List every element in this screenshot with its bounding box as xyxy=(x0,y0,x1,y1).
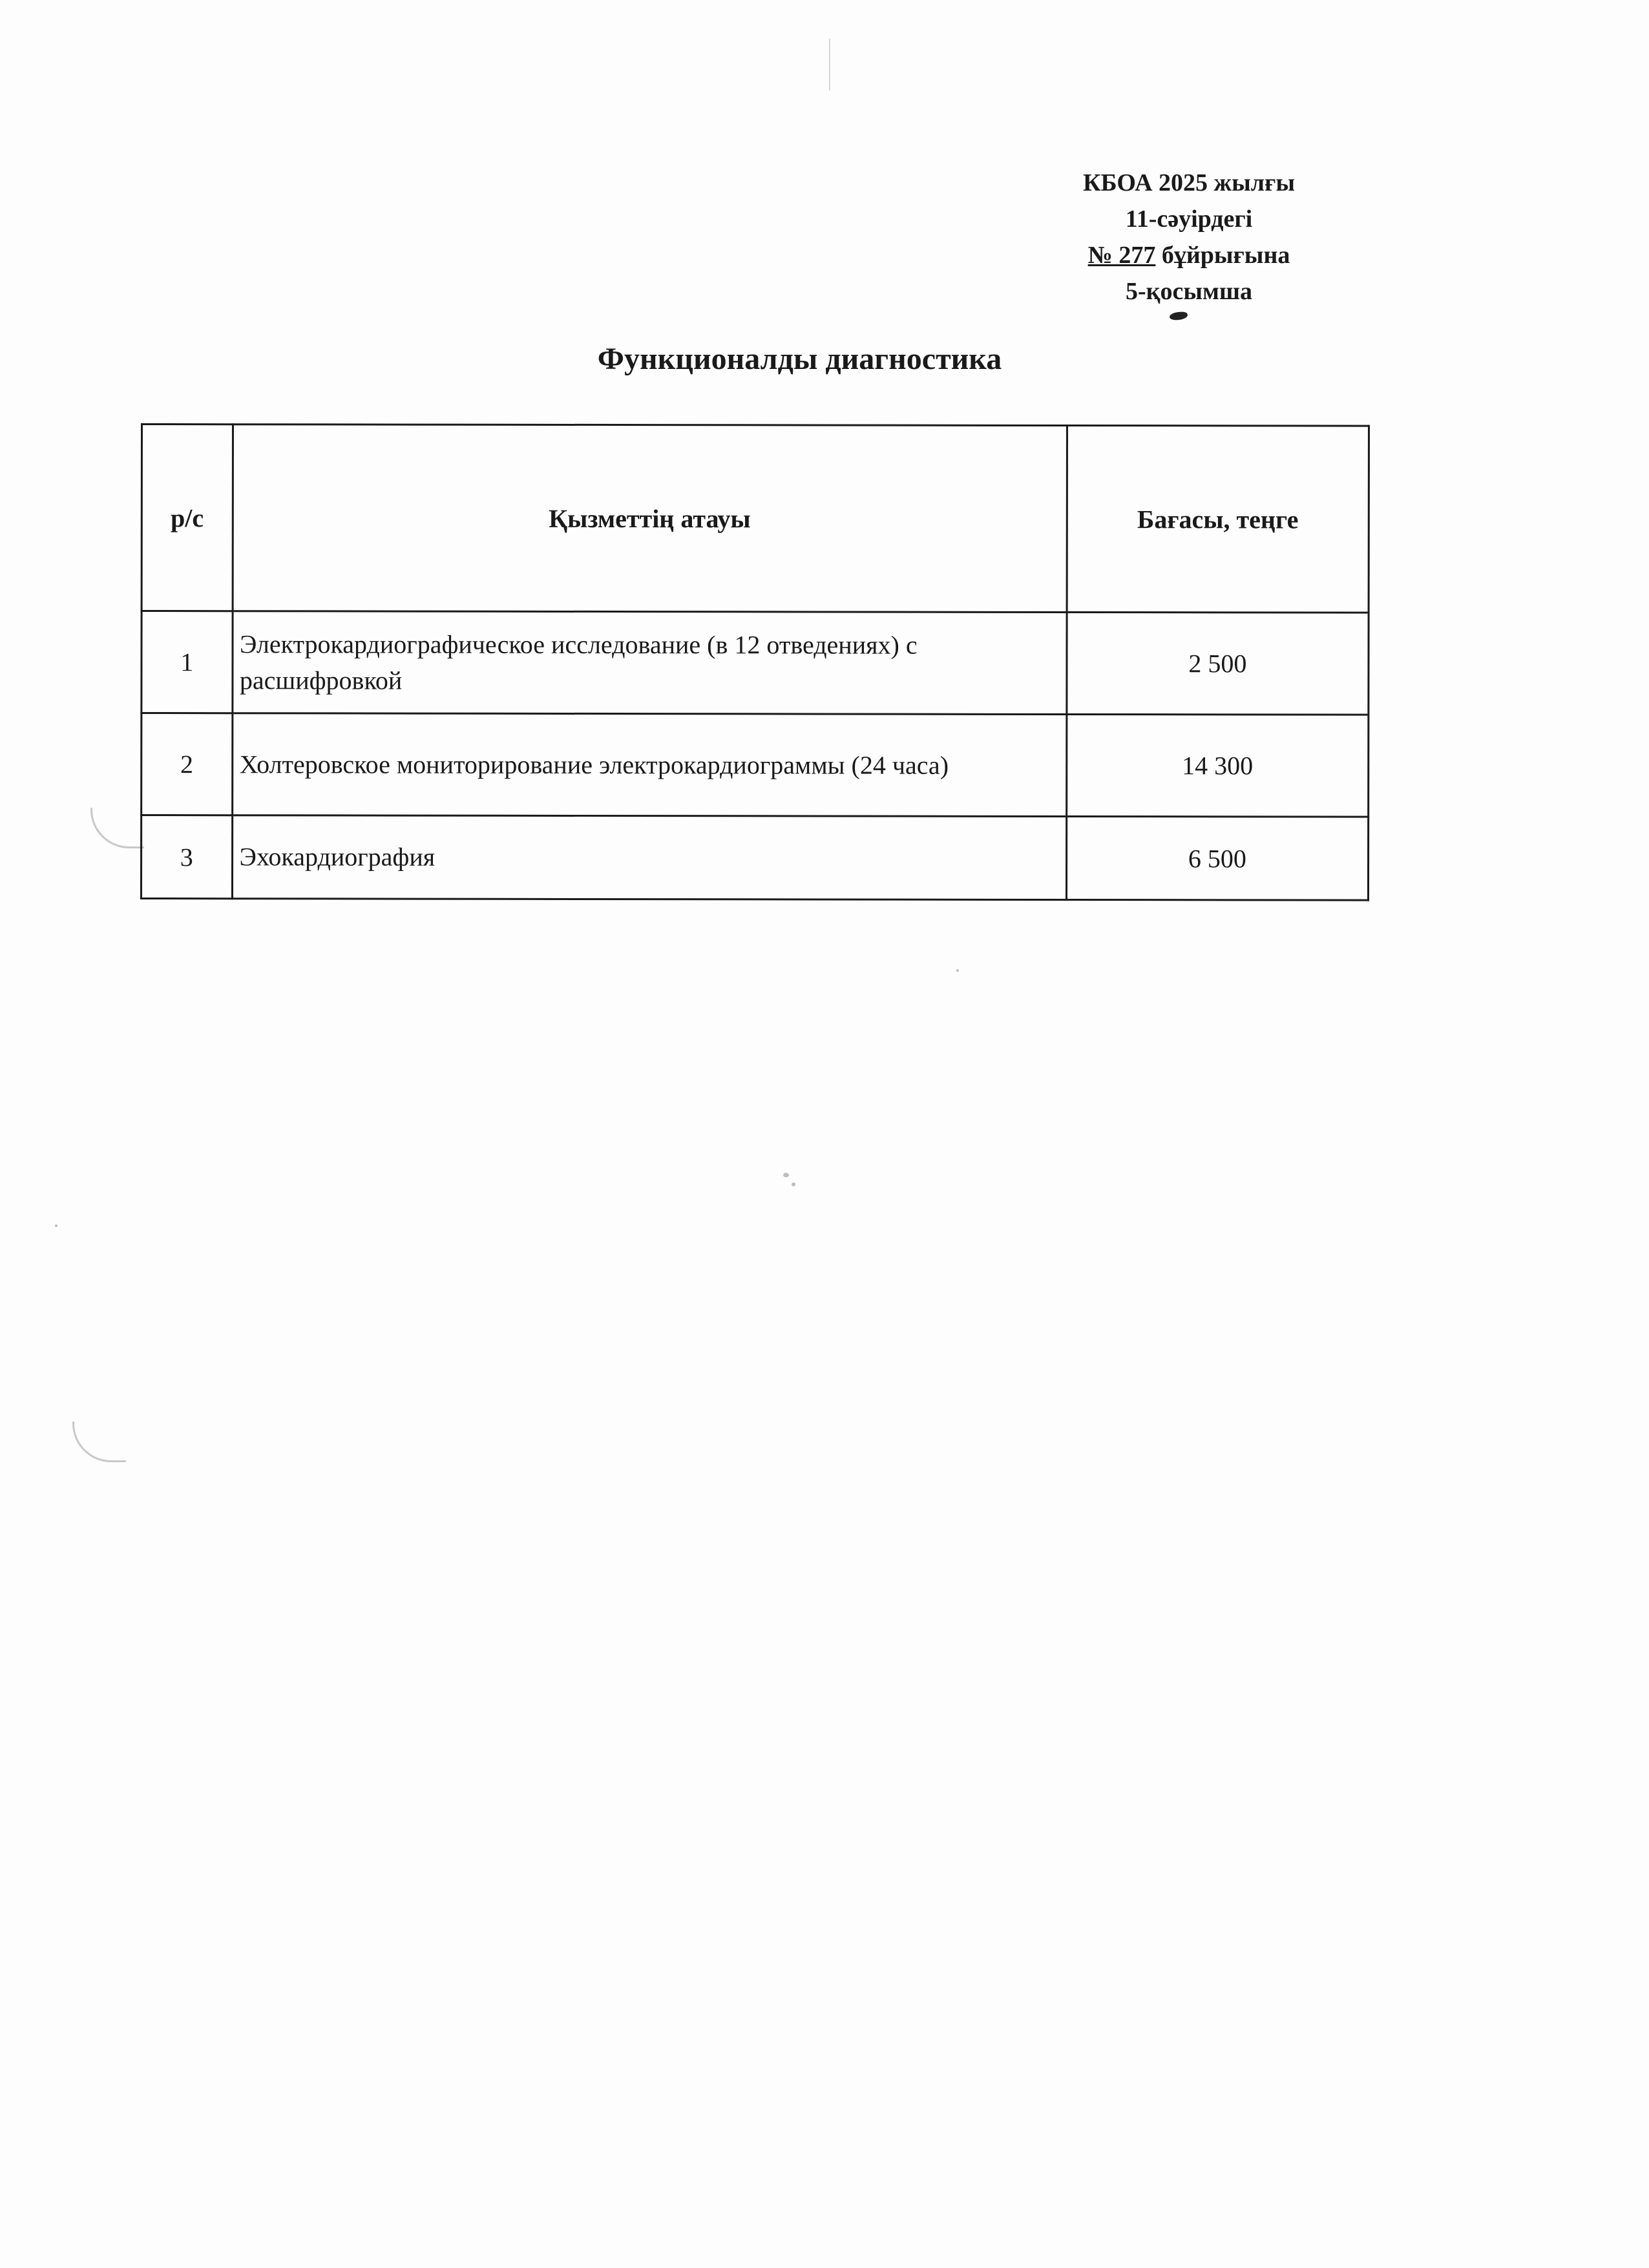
annex-line-4: 5-қосымша xyxy=(1125,278,1253,305)
annex-line-1: КБОА 2025 жылғы xyxy=(1083,169,1295,196)
table-row xyxy=(142,713,1369,817)
row-price: 6 500 xyxy=(1066,817,1368,901)
header-service-name: Қызметтің атауы xyxy=(233,425,1067,613)
row-num: 1 xyxy=(142,611,233,713)
punch-hole-mark xyxy=(90,808,144,848)
scan-speck xyxy=(55,1224,58,1227)
row-service-name: Холтеровское мониторирование электрокардиограммы (24 часа) xyxy=(232,713,1066,817)
price-table xyxy=(140,423,1370,901)
scan-scratch xyxy=(829,39,830,90)
order-number: № 277 xyxy=(1087,242,1156,269)
punch-hole-mark xyxy=(72,1422,126,1462)
annex-reference xyxy=(1021,165,1357,310)
row-price: 14 300 xyxy=(1066,715,1368,817)
header-price: Бағасы, теңге xyxy=(1067,426,1369,613)
annex-line-2: 11-сәуірдегі xyxy=(1125,205,1253,233)
order-label: бұйрығына xyxy=(1155,242,1290,269)
header-num: р/с xyxy=(142,425,233,611)
row-num: 3 xyxy=(141,815,232,899)
scan-speck xyxy=(956,969,959,972)
row-price: 2 500 xyxy=(1067,613,1369,715)
table-row xyxy=(141,815,1368,901)
row-service-name: Эхокардиография xyxy=(232,815,1066,900)
row-service-name: Электрокардиографическое исследование (в 12 отведениях) с расшифровкой xyxy=(232,611,1066,715)
scan-speck xyxy=(783,1173,789,1177)
ink-mark xyxy=(1169,311,1188,321)
table-row xyxy=(142,611,1369,715)
scan-speck xyxy=(792,1182,795,1186)
table-header-row xyxy=(142,425,1369,613)
page-title: Функционалды диагностика xyxy=(597,342,1002,376)
annex-line-3 xyxy=(1021,237,1357,273)
row-num: 2 xyxy=(142,713,233,815)
